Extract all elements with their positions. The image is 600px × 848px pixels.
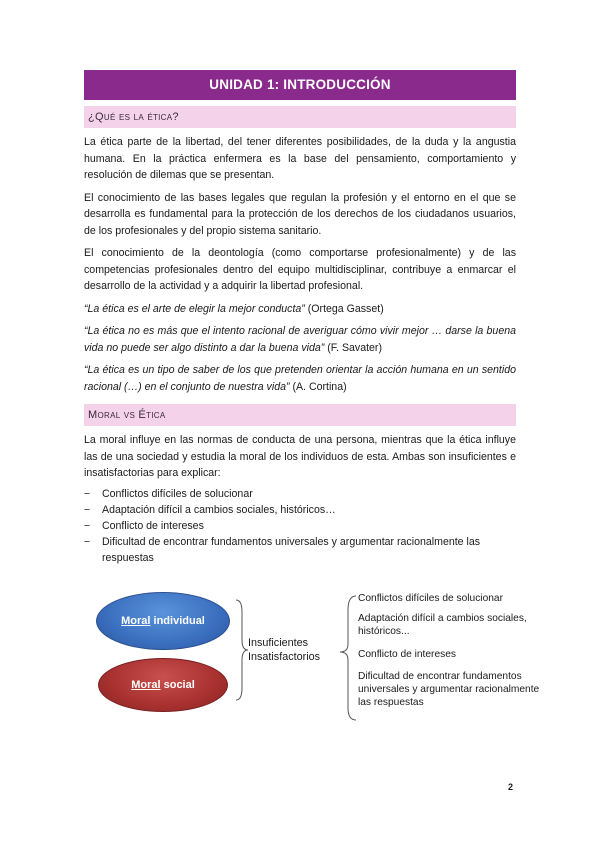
quote-author: (Ortega Gasset) — [304, 302, 384, 315]
quote — [84, 301, 516, 318]
page-number: 2 — [508, 782, 514, 792]
unit-title-banner: UNIDAD 1: INTRODUCCIÓN — [84, 70, 516, 100]
center-label-line: Insatisfactorios — [248, 650, 321, 663]
dash-bullet: − — [84, 535, 91, 548]
paragraph: El conocimiento de la deontología (como comportarse profesionalmente) y de las competencias profesionales dentro del equipo multidisciplinar, contribuye a enmarcar el desarrollo de la actividad y a adquirir la libertad profesional. — [84, 247, 516, 292]
diagram-item: Dificultad de encontrar fundamentos universales y argumentar racionalmente las respuestas — [358, 670, 540, 708]
oval-moral-word: Moral — [131, 678, 161, 691]
paragraph: La moral influye en las normas de conducta de una persona, mientras que la ética influye las de una sociedad y estudia la moral de los individuos de esta. Ambas son insuficientes e insatisfactorias para explicar: — [84, 434, 516, 479]
list-item — [84, 518, 516, 534]
oval-label: social — [160, 678, 195, 691]
diagram-item: Adaptación difícil a cambios sociales, históricos... — [358, 612, 527, 637]
moral-diagram — [90, 592, 550, 732]
dash-bullet: − — [84, 487, 91, 500]
quote — [84, 362, 516, 395]
oval-moral-word: Moral — [121, 614, 151, 627]
center-label — [248, 636, 320, 664]
list-item-text: Adaptación difícil a cambios sociales, históricos… — [102, 503, 336, 516]
list-item-text: Dificultad de encontrar fundamentos universales y argumentar racionalmente las respuestas — [102, 535, 481, 564]
quote-text: “La ética es un tipo de saber de los que pretenden orientar la acción humana en un sentido racional (…) en el conjunto de nuestra vida” — [84, 364, 516, 393]
paragraph: El conocimiento de las bases legales que regulan la profesión y el entorno en el que se desarrolla es fundamental para la protección de los derechos de los ciudadanos usuarios, de los profesionales y del propio sistema sanitario. — [84, 191, 516, 237]
oval-label: individual — [150, 614, 205, 627]
dash-bullet: − — [84, 503, 91, 516]
list-item — [84, 486, 516, 502]
quote — [84, 323, 516, 356]
right-brace — [340, 596, 356, 720]
quote-author: (F. Savater) — [324, 341, 382, 354]
list-item — [84, 502, 516, 518]
list-item-text: Conflictos difíciles de solucionar — [102, 487, 253, 500]
diagram-item: Conflictos difíciles de solucionar — [358, 592, 503, 604]
quote-text: “La ética es el arte de elegir la mejor conducta” — [84, 302, 305, 315]
quote-author: (A. Cortina) — [289, 380, 347, 393]
list-item-text: Conflicto de intereses — [102, 519, 204, 532]
section-heading-moral-vs-etica: Moral vs Ética — [84, 404, 516, 426]
dash-bullet: − — [84, 519, 91, 532]
dash-list — [84, 486, 516, 566]
section-heading-que-es-etica: ¿Qué es la ética? — [84, 106, 516, 128]
left-brace — [236, 600, 248, 700]
list-item — [84, 534, 516, 566]
diagram-item: Conflicto de intereses — [358, 648, 456, 660]
moral-social-oval — [98, 658, 228, 712]
paragraph: La ética parte de la libertad, del tener diferentes posibilidades, de la duda y la angustia humana. En la práctica enfermera es la base del pensamiento, comportamiento y resolución de dilemas que se presentan. — [84, 136, 516, 181]
center-label-line: Insuficientes — [248, 636, 309, 649]
moral-individual-oval — [96, 592, 230, 650]
quote-text: “La ética no es más que el intento racional de averiguar cómo vivir mejor … darse la buena vida no puede ser algo distinto a dar la buena vida” — [84, 325, 516, 354]
document-page — [84, 70, 540, 732]
